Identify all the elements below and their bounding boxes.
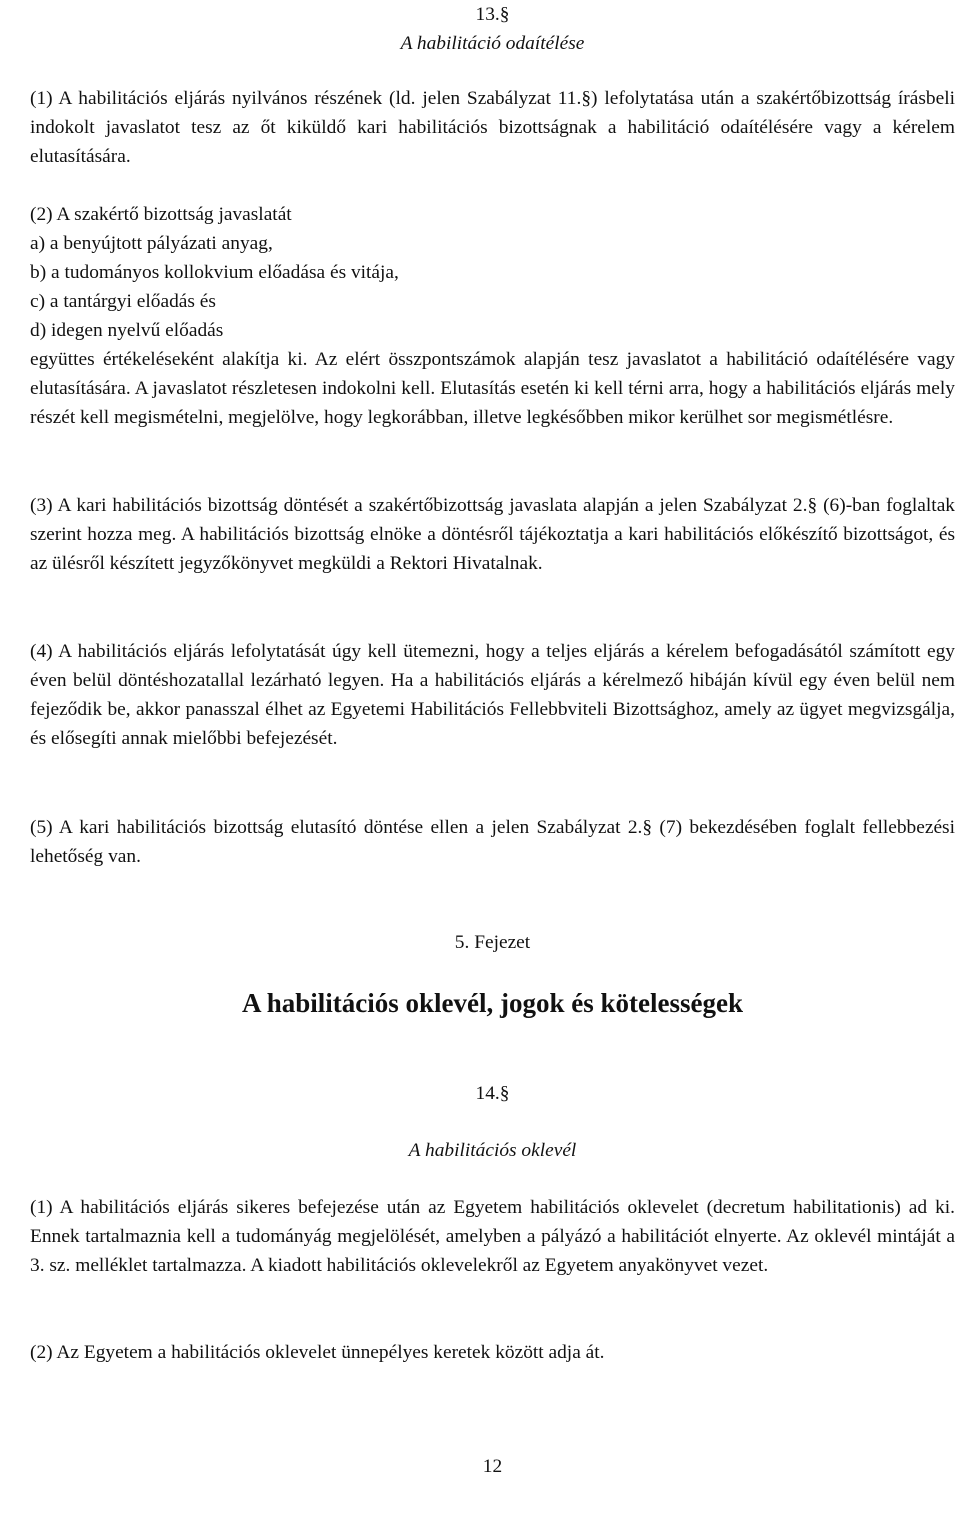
list-item-b: b) a tudományos kollokvium előadása és vitája, bbox=[30, 262, 399, 283]
section-13-paragraph-5: (5) A kari habilitációs bizottság elutasító döntése ellen a jelen Szabályzat 2.§ (7) bekezdésében foglalt fellebbezési lehetőség van. bbox=[30, 817, 955, 867]
chapter-title: A habilitációs oklevél, jogok és kötelességek bbox=[242, 988, 743, 1018]
section-14-paragraph-2: (2) Az Egyetem a habilitációs oklevelet ünnepélyes keretek között adja át. bbox=[30, 1342, 605, 1363]
section-13-number: 13.§ bbox=[475, 4, 510, 25]
section-14-title: A habilitációs oklevél bbox=[408, 1140, 577, 1161]
section-13-paragraph-4: (4) A habilitációs eljárás lefolytatását úgy kell ütemezni, hogy a teljes eljárás a kérelem befogadásától számított egy éven belül döntéshozatallal lezárható legyen. Ha a habilitációs eljárás a kérelmező hibáján kívül egy éven belül nem fejeződik be, akkor panasszal élhet az Egyetemi Habilitációs Fellebbviteli Bizottsághoz, amely az ügyet megvizsgálja, és elősegíti annak mielőbbi befejezését. bbox=[30, 641, 955, 749]
section-13-paragraph-1: (1) A habilitációs eljárás nyilvános részének (ld. jelen Szabályzat 11.§) lefolytatása után a szakértőbizottság írásbeli indokolt javaslatot tesz az őt kiküldő kari habilitációs bizottságnak a habilitáció odaítélésére vagy a kérelem elutasítására. bbox=[30, 88, 955, 167]
section-13-paragraph-2 bbox=[30, 200, 955, 432]
paragraph-2-intro: (2) A szakértő bizottság javaslatát bbox=[30, 204, 292, 225]
paragraph-2-continuation: együttes értékeléseként alakítja ki. Az elért összpontszámok alapján tesz javaslatot a habilitáció odaítélésére vagy elutasítására. A javaslatot részletesen indokolni kell. Elutasítás esetén ki kell térni arra, hogy a habilitációs eljárás mely részét kell megismételni, megjelölve, hogy legkorábban, illetve legkésőbben mikor kerülhet sor megismétlésre. bbox=[30, 349, 955, 428]
chapter-number: 5. Fejezet bbox=[454, 932, 531, 953]
section-14-paragraph-1: (1) A habilitációs eljárás sikeres befejezése után az Egyetem habilitációs oklevelet (decretum habilitationis) ad ki. Ennek tartalmaznia kell a tudományág megjelölését, amelyben a pályázó a habilitációt elnyerte. Az oklevél mintáját a 3. sz. melléklet tartalmazza. A kiadott habilitációs oklevelekről az Egyetem anyakönyvet vezet. bbox=[30, 1197, 955, 1276]
list-item-c: c) a tantárgyi előadás és bbox=[30, 291, 216, 312]
list-item-a: a) a benyújtott pályázati anyag, bbox=[30, 233, 273, 254]
list-item-d: d) idegen nyelvű előadás bbox=[30, 320, 224, 341]
section-14-number: 14.§ bbox=[475, 1083, 510, 1104]
section-13-paragraph-3: (3) A kari habilitációs bizottság döntését a szakértőbizottság javaslata alapján a jelen Szabályzat 2.§ (6)-ban foglaltak szerint hozza meg. A habilitációs bizottság elnöke a döntésről tájékoztatja a kari habilitációs előkészítő bizottságot, és az ülésről készített jegyzőkönyvet megküldi a Rektori Hivatalnak. bbox=[30, 495, 955, 574]
section-13-title: A habilitáció odaítélése bbox=[400, 33, 585, 54]
page-number: 12 bbox=[482, 1456, 503, 1477]
